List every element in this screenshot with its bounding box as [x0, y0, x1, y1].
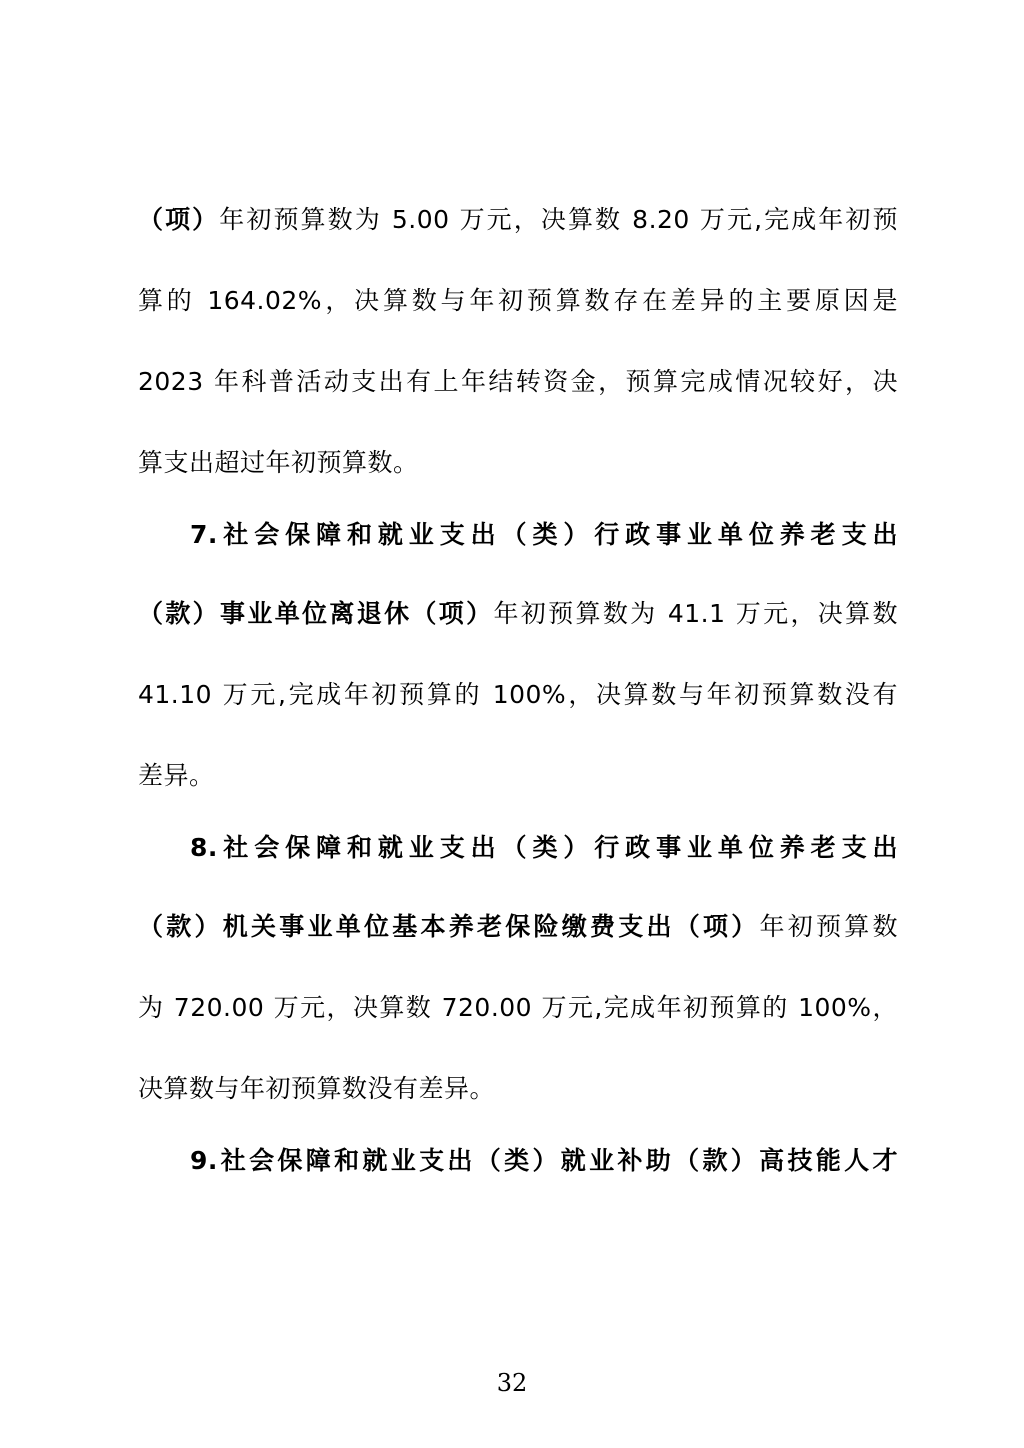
p7-line-4: 差异。 — [138, 761, 215, 790]
p7-heading: 7.社会保障和就业支出（类）行政事业单位养老支出 — [190, 520, 898, 549]
p7-line-2-bold: （款）事业单位离退休（项） — [138, 599, 494, 628]
p8-line-4: 决算数与年初预算数没有差异。 — [138, 1074, 496, 1103]
p8-heading: 8.社会保障和就业支出（类）行政事业单位养老支出 — [190, 833, 898, 862]
p6-line-3: 2023 年科普活动支出有上年结转资金，预算完成情况较好，决 — [138, 367, 898, 396]
p6-line-1-text: 年初预算数为 5.00 万元，决算数 8.20 万元,完成年初预 — [219, 205, 898, 234]
p8-line-3: 为 720.00 万元，决算数 720.00 万元,完成年初预算的 100%， — [138, 993, 898, 1022]
p6-line-1 — [138, 202, 898, 238]
p9-heading: 9.社会保障和就业支出（类）就业补助（款）高技能人才 — [190, 1146, 898, 1175]
p6-line-4: 算支出超过年初预算数。 — [138, 448, 419, 477]
page-number: 32 — [496, 1369, 528, 1397]
p7-line-2 — [138, 596, 898, 632]
p8-line-2-bold: （款）机关事业单位基本养老保险缴费支出（项） — [138, 912, 760, 941]
p8-line-2-text: 年初预算数 — [759, 912, 898, 941]
p7-line-2-text: 年初预算数为 41.1 万元，决算数 — [493, 599, 898, 628]
p6-line-2: 算的 164.02%，决算数与年初预算数存在差异的主要原因是 — [138, 286, 898, 315]
p7-line-3: 41.10 万元,完成年初预算的 100%，决算数与年初预算数没有 — [138, 680, 898, 709]
p8-line-2 — [138, 909, 898, 945]
p6-line-1-bold: （项） — [138, 205, 220, 234]
